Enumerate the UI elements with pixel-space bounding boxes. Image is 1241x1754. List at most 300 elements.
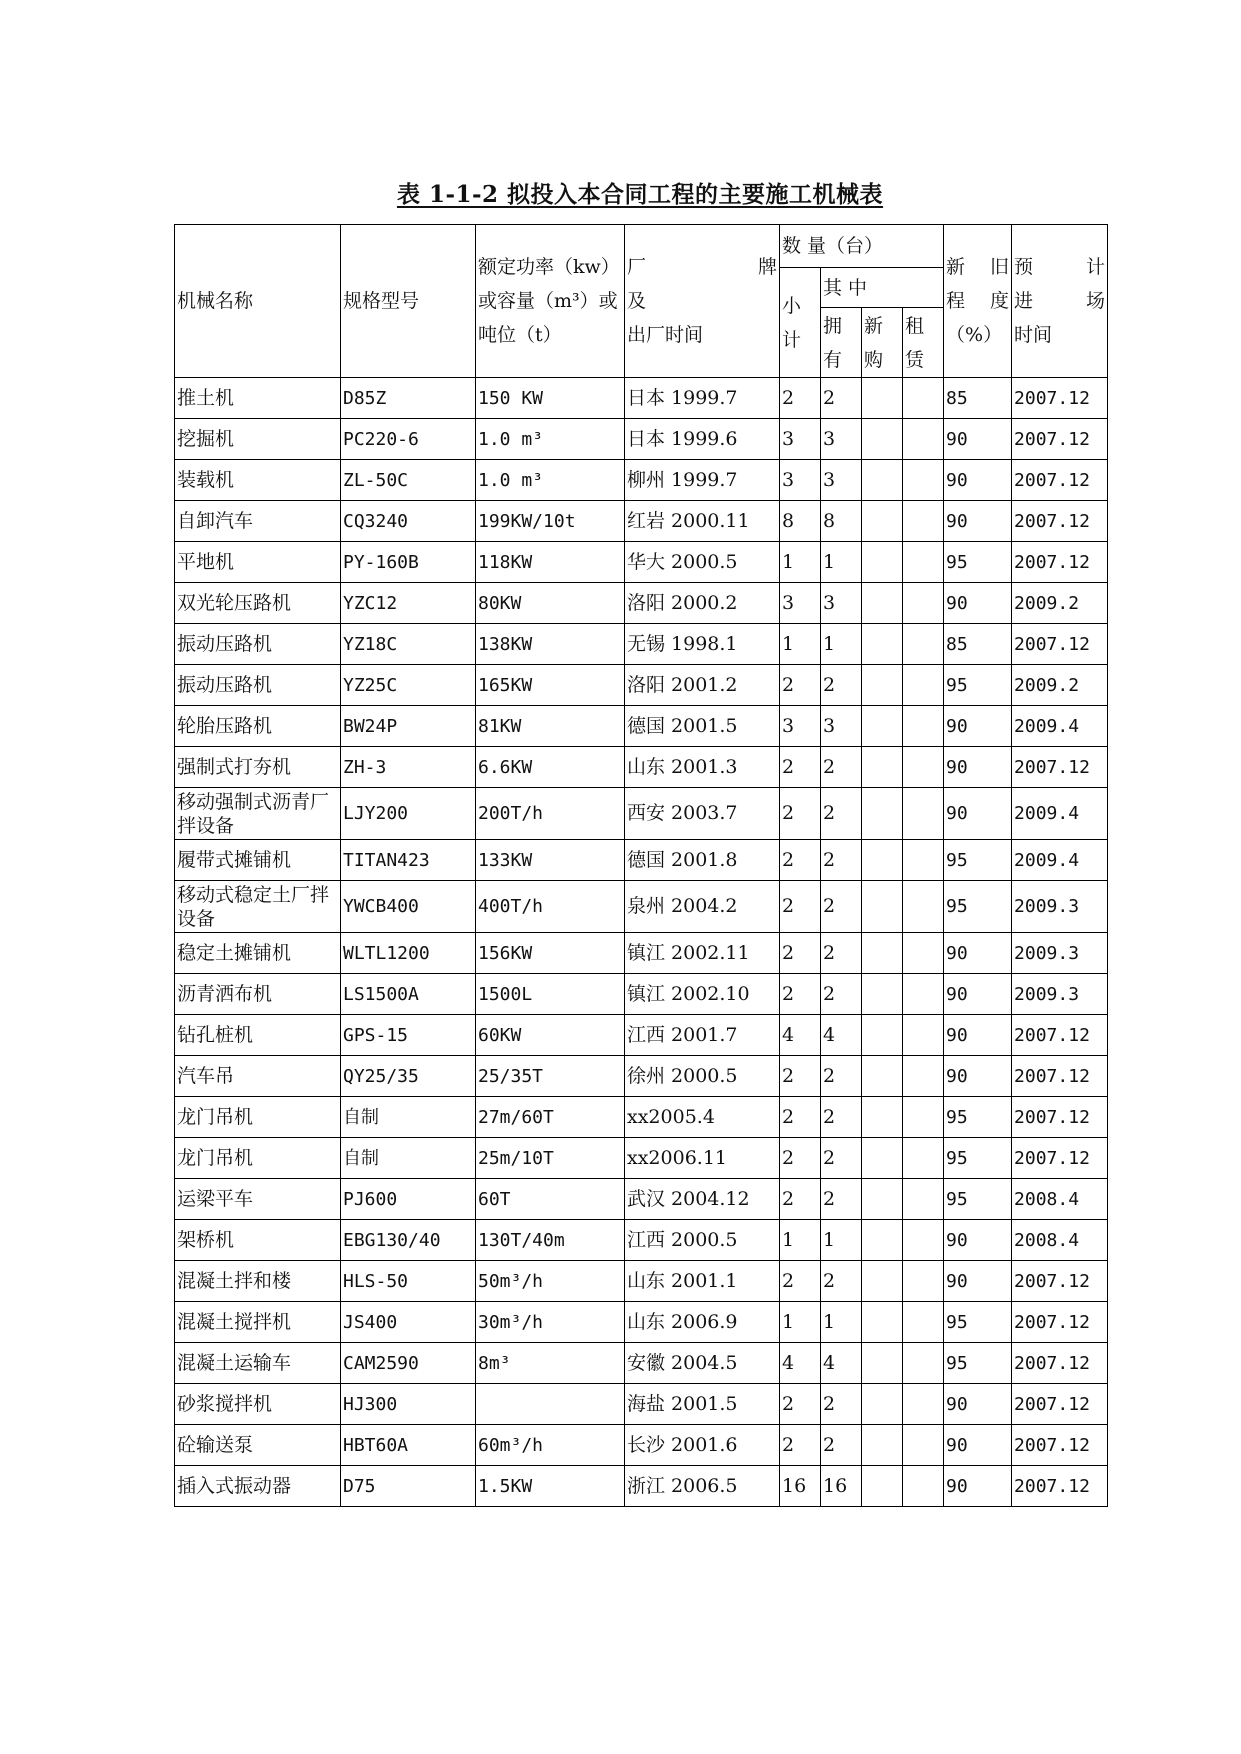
cell-power: 30m³/h: [476, 1302, 625, 1343]
cell-model: PY-160B: [341, 542, 476, 583]
cell-lease: [903, 933, 944, 974]
cell-entry: 2009.3: [1012, 974, 1108, 1015]
table-row: [175, 378, 1108, 419]
cell-lease: [903, 1220, 944, 1261]
cell-model: PJ600: [341, 1179, 476, 1220]
cell-name: 混凝土搅拌机: [175, 1302, 341, 1343]
cell-condition: 90: [944, 1220, 1012, 1261]
cell-power: 60KW: [476, 1015, 625, 1056]
cell-power: 199KW/10t: [476, 501, 625, 542]
cell-entry: 2009.2: [1012, 665, 1108, 706]
cell-factory: 德国 2001.8: [625, 840, 780, 881]
cell-model: LJY200: [341, 788, 476, 840]
cell-subtotal: 2: [780, 378, 821, 419]
cell-power: 50m³/h: [476, 1261, 625, 1302]
cell-model: EBG130/40: [341, 1220, 476, 1261]
cell-new: [862, 1261, 903, 1302]
cell-factory: 红岩 2000.11: [625, 501, 780, 542]
cell-power: 1.0 m³: [476, 460, 625, 501]
cell-name: 移动式稳定土厂拌设备: [175, 881, 341, 933]
cell-condition: 90: [944, 747, 1012, 788]
cell-new: [862, 1302, 903, 1343]
cell-factory: 西安 2003.7: [625, 788, 780, 840]
table-row: [175, 1425, 1108, 1466]
cell-subtotal: 2: [780, 840, 821, 881]
cell-lease: [903, 747, 944, 788]
cell-condition: 90: [944, 419, 1012, 460]
table-row: [175, 501, 1108, 542]
cell-name: 平地机: [175, 542, 341, 583]
cell-model: YZ18C: [341, 624, 476, 665]
cell-subtotal: 2: [780, 1138, 821, 1179]
cell-lease: [903, 1343, 944, 1384]
cell-name: 龙门吊机: [175, 1097, 341, 1138]
cell-lease: [903, 706, 944, 747]
header-factory: 厂 牌 及 出厂时间: [625, 225, 780, 378]
cell-power: 130T/40m: [476, 1220, 625, 1261]
cell-factory: 德国 2001.5: [625, 706, 780, 747]
cell-lease: [903, 1056, 944, 1097]
cell-factory: 山东 2001.3: [625, 747, 780, 788]
cell-name: 履带式摊铺机: [175, 840, 341, 881]
cell-power: 156KW: [476, 933, 625, 974]
cell-factory: 柳州 1999.7: [625, 460, 780, 501]
cell-lease: [903, 788, 944, 840]
cell-new: [862, 1466, 903, 1507]
cell-own: 16: [821, 1466, 862, 1507]
cell-entry: 2007.12: [1012, 419, 1108, 460]
cell-factory: 山东 2001.1: [625, 1261, 780, 1302]
table-row: [175, 460, 1108, 501]
table-row: [175, 1220, 1108, 1261]
cell-factory: xx2006.11: [625, 1138, 780, 1179]
cell-name: 龙门吊机: [175, 1138, 341, 1179]
cell-subtotal: 1: [780, 542, 821, 583]
cell-model: D85Z: [341, 378, 476, 419]
cell-lease: [903, 974, 944, 1015]
cell-lease: [903, 1015, 944, 1056]
cell-factory: 无锡 1998.1: [625, 624, 780, 665]
cell-lease: [903, 1384, 944, 1425]
cell-own: 4: [821, 1343, 862, 1384]
cell-power: 1.0 m³: [476, 419, 625, 460]
header-power: 额定功率（kw） 或容量（m³）或 吨位（t）: [476, 225, 625, 378]
cell-entry: 2009.4: [1012, 706, 1108, 747]
table-row: [175, 583, 1108, 624]
cell-factory: 海盐 2001.5: [625, 1384, 780, 1425]
cell-entry: 2007.12: [1012, 1056, 1108, 1097]
cell-new: [862, 1343, 903, 1384]
cell-condition: 90: [944, 583, 1012, 624]
table-row: [175, 624, 1108, 665]
cell-entry: 2007.12: [1012, 1384, 1108, 1425]
cell-subtotal: 2: [780, 881, 821, 933]
cell-lease: [903, 1261, 944, 1302]
cell-own: 3: [821, 460, 862, 501]
cell-model: YZ25C: [341, 665, 476, 706]
cell-model: WLTL1200: [341, 933, 476, 974]
cell-subtotal: 4: [780, 1343, 821, 1384]
cell-subtotal: 2: [780, 1425, 821, 1466]
cell-new: [862, 501, 903, 542]
cell-power: 25m/10T: [476, 1138, 625, 1179]
cell-new: [862, 460, 903, 501]
cell-new: [862, 706, 903, 747]
cell-subtotal: 2: [780, 1179, 821, 1220]
cell-own: 2: [821, 378, 862, 419]
cell-condition: 90: [944, 1056, 1012, 1097]
cell-lease: [903, 1097, 944, 1138]
cell-lease: [903, 624, 944, 665]
cell-lease: [903, 460, 944, 501]
header-subtotal: 小 计: [780, 268, 821, 378]
cell-power: 133KW: [476, 840, 625, 881]
header-quantity: 数 量（台）: [780, 225, 944, 268]
cell-name: 运梁平车: [175, 1179, 341, 1220]
cell-own: 1: [821, 542, 862, 583]
cell-subtotal: 2: [780, 933, 821, 974]
cell-name: 沥青洒布机: [175, 974, 341, 1015]
cell-new: [862, 1056, 903, 1097]
cell-condition: 95: [944, 665, 1012, 706]
cell-lease: [903, 665, 944, 706]
cell-power: 27m/60T: [476, 1097, 625, 1138]
cell-name: 振动压路机: [175, 624, 341, 665]
cell-factory: 长沙 2001.6: [625, 1425, 780, 1466]
machinery-table: [174, 224, 1108, 1507]
cell-own: 2: [821, 747, 862, 788]
cell-name: 稳定土摊铺机: [175, 933, 341, 974]
cell-model: YWCB400: [341, 881, 476, 933]
table-row: [175, 1343, 1108, 1384]
cell-model: 自制: [341, 1138, 476, 1179]
cell-factory: 日本 1999.7: [625, 378, 780, 419]
cell-model: LS1500A: [341, 974, 476, 1015]
cell-own: 2: [821, 1138, 862, 1179]
cell-own: 2: [821, 1097, 862, 1138]
cell-factory: 泉州 2004.2: [625, 881, 780, 933]
cell-lease: [903, 542, 944, 583]
cell-entry: 2007.12: [1012, 378, 1108, 419]
cell-power: 118KW: [476, 542, 625, 583]
cell-lease: [903, 1138, 944, 1179]
cell-name: 插入式振动器: [175, 1466, 341, 1507]
cell-subtotal: 3: [780, 419, 821, 460]
cell-name: 轮胎压路机: [175, 706, 341, 747]
cell-lease: [903, 501, 944, 542]
cell-power: 8m³: [476, 1343, 625, 1384]
cell-lease: [903, 1425, 944, 1466]
cell-entry: 2007.12: [1012, 1015, 1108, 1056]
cell-new: [862, 665, 903, 706]
cell-subtotal: 2: [780, 1056, 821, 1097]
cell-subtotal: 8: [780, 501, 821, 542]
cell-factory: 江西 2001.7: [625, 1015, 780, 1056]
cell-own: 8: [821, 501, 862, 542]
cell-model: QY25/35: [341, 1056, 476, 1097]
cell-condition: 95: [944, 1097, 1012, 1138]
cell-subtotal: 4: [780, 1015, 821, 1056]
cell-factory: 华大 2000.5: [625, 542, 780, 583]
table-row: [175, 1466, 1108, 1507]
table-row: [175, 665, 1108, 706]
cell-entry: 2007.12: [1012, 1261, 1108, 1302]
cell-factory: 洛阳 2001.2: [625, 665, 780, 706]
cell-condition: 90: [944, 788, 1012, 840]
cell-entry: 2009.2: [1012, 583, 1108, 624]
cell-name: 推土机: [175, 378, 341, 419]
cell-power: 25/35T: [476, 1056, 625, 1097]
cell-model: HLS-50: [341, 1261, 476, 1302]
cell-new: [862, 788, 903, 840]
cell-own: 3: [821, 706, 862, 747]
cell-entry: 2007.12: [1012, 460, 1108, 501]
cell-new: [862, 974, 903, 1015]
table-row: [175, 788, 1108, 840]
cell-subtotal: 1: [780, 1302, 821, 1343]
cell-own: 2: [821, 1384, 862, 1425]
cell-entry: 2009.3: [1012, 881, 1108, 933]
cell-new: [862, 1179, 903, 1220]
table-row: [175, 706, 1108, 747]
table-row: [175, 1097, 1108, 1138]
cell-factory: xx2005.4: [625, 1097, 780, 1138]
cell-subtotal: 2: [780, 1097, 821, 1138]
cell-own: 2: [821, 1179, 862, 1220]
cell-power: 200T/h: [476, 788, 625, 840]
cell-power: 1.5KW: [476, 1466, 625, 1507]
cell-condition: 95: [944, 840, 1012, 881]
cell-power: 138KW: [476, 624, 625, 665]
cell-new: [862, 1097, 903, 1138]
cell-new: [862, 378, 903, 419]
cell-subtotal: 3: [780, 583, 821, 624]
table-row: [175, 974, 1108, 1015]
cell-own: 2: [821, 1056, 862, 1097]
cell-factory: 徐州 2000.5: [625, 1056, 780, 1097]
cell-name: 装载机: [175, 460, 341, 501]
cell-lease: [903, 378, 944, 419]
cell-own: 2: [821, 665, 862, 706]
table-row: [175, 1179, 1108, 1220]
cell-new: [862, 624, 903, 665]
cell-lease: [903, 419, 944, 460]
cell-subtotal: 16: [780, 1466, 821, 1507]
cell-factory: 日本 1999.6: [625, 419, 780, 460]
cell-factory: 安徽 2004.5: [625, 1343, 780, 1384]
cell-power: [476, 1384, 625, 1425]
cell-factory: 山东 2006.9: [625, 1302, 780, 1343]
cell-condition: 90: [944, 501, 1012, 542]
cell-name: 砼输送泵: [175, 1425, 341, 1466]
cell-lease: [903, 840, 944, 881]
cell-new: [862, 933, 903, 974]
cell-model: JS400: [341, 1302, 476, 1343]
cell-model: HBT60A: [341, 1425, 476, 1466]
table-row: [175, 840, 1108, 881]
cell-condition: 90: [944, 1384, 1012, 1425]
cell-entry: 2007.12: [1012, 1425, 1108, 1466]
cell-lease: [903, 1302, 944, 1343]
cell-new: [862, 881, 903, 933]
cell-entry: 2007.12: [1012, 624, 1108, 665]
cell-name: 移动强制式沥青厂拌设备: [175, 788, 341, 840]
cell-entry: 2009.3: [1012, 933, 1108, 974]
cell-condition: 90: [944, 1015, 1012, 1056]
table-row: [175, 933, 1108, 974]
cell-name: 振动压路机: [175, 665, 341, 706]
cell-name: 强制式打夯机: [175, 747, 341, 788]
header-own: 拥 有: [821, 308, 862, 378]
table-header: [175, 225, 1108, 378]
cell-factory: 江西 2000.5: [625, 1220, 780, 1261]
table-row: [175, 1056, 1108, 1097]
cell-subtotal: 2: [780, 1384, 821, 1425]
cell-name: 砂浆搅拌机: [175, 1384, 341, 1425]
cell-subtotal: 2: [780, 974, 821, 1015]
cell-entry: 2007.12: [1012, 501, 1108, 542]
cell-new: [862, 1384, 903, 1425]
cell-entry: 2007.12: [1012, 1343, 1108, 1384]
cell-own: 3: [821, 419, 862, 460]
cell-own: 1: [821, 1220, 862, 1261]
cell-power: 6.6KW: [476, 747, 625, 788]
cell-name: 混凝土运输车: [175, 1343, 341, 1384]
table-title: 表 1-1-2 拟投入本合同工程的主要施工机械表: [396, 181, 884, 208]
cell-subtotal: 2: [780, 747, 821, 788]
cell-own: 2: [821, 881, 862, 933]
cell-model: PC220-6: [341, 419, 476, 460]
cell-new: [862, 1425, 903, 1466]
cell-own: 2: [821, 840, 862, 881]
table-row: [175, 1302, 1108, 1343]
cell-name: 双光轮压路机: [175, 583, 341, 624]
cell-power: 80KW: [476, 583, 625, 624]
cell-new: [862, 1220, 903, 1261]
header-model: 规格型号: [341, 225, 476, 378]
header-lease: 租 赁: [903, 308, 944, 378]
cell-condition: 95: [944, 881, 1012, 933]
cell-own: 2: [821, 933, 862, 974]
cell-entry: 2008.4: [1012, 1220, 1108, 1261]
cell-condition: 85: [944, 378, 1012, 419]
cell-power: 150 KW: [476, 378, 625, 419]
cell-power: 60m³/h: [476, 1425, 625, 1466]
cell-name: 汽车吊: [175, 1056, 341, 1097]
cell-own: 2: [821, 1425, 862, 1466]
cell-entry: 2007.12: [1012, 1138, 1108, 1179]
cell-condition: 90: [944, 706, 1012, 747]
cell-factory: 洛阳 2000.2: [625, 583, 780, 624]
cell-entry: 2008.4: [1012, 1179, 1108, 1220]
cell-subtotal: 1: [780, 624, 821, 665]
cell-model: ZL-50C: [341, 460, 476, 501]
cell-factory: 镇江 2002.10: [625, 974, 780, 1015]
cell-name: 挖掘机: [175, 419, 341, 460]
cell-condition: 90: [944, 933, 1012, 974]
header-entry-time: 预 计 进 场 时间: [1012, 225, 1108, 378]
cell-condition: 90: [944, 1425, 1012, 1466]
cell-model: CQ3240: [341, 501, 476, 542]
cell-model: D75: [341, 1466, 476, 1507]
cell-subtotal: 1: [780, 1220, 821, 1261]
cell-lease: [903, 583, 944, 624]
cell-model: CAM2590: [341, 1343, 476, 1384]
cell-entry: 2007.12: [1012, 1097, 1108, 1138]
cell-new: [862, 840, 903, 881]
cell-entry: 2007.12: [1012, 1302, 1108, 1343]
cell-model: HJ300: [341, 1384, 476, 1425]
table-row: [175, 1261, 1108, 1302]
cell-new: [862, 1015, 903, 1056]
cell-subtotal: 3: [780, 706, 821, 747]
table-row: [175, 881, 1108, 933]
cell-condition: 95: [944, 1179, 1012, 1220]
cell-name: 自卸汽车: [175, 501, 341, 542]
cell-subtotal: 3: [780, 460, 821, 501]
cell-power: 1500L: [476, 974, 625, 1015]
cell-own: 1: [821, 624, 862, 665]
cell-entry: 2007.12: [1012, 747, 1108, 788]
table-row: [175, 1384, 1108, 1425]
cell-entry: 2007.12: [1012, 542, 1108, 583]
cell-name: 钻孔桩机: [175, 1015, 341, 1056]
cell-condition: 85: [944, 624, 1012, 665]
cell-own: 2: [821, 1261, 862, 1302]
cell-new: [862, 583, 903, 624]
header-name: 机械名称: [175, 225, 341, 378]
table-row: [175, 542, 1108, 583]
cell-lease: [903, 881, 944, 933]
cell-lease: [903, 1466, 944, 1507]
cell-factory: 武汉 2004.12: [625, 1179, 780, 1220]
cell-subtotal: 2: [780, 788, 821, 840]
cell-name: 架桥机: [175, 1220, 341, 1261]
cell-condition: 95: [944, 1302, 1012, 1343]
cell-model: TITAN423: [341, 840, 476, 881]
cell-power: 165KW: [476, 665, 625, 706]
table-row: [175, 1138, 1108, 1179]
cell-entry: 2009.4: [1012, 788, 1108, 840]
cell-name: 混凝土拌和楼: [175, 1261, 341, 1302]
cell-new: [862, 747, 903, 788]
cell-model: ZH-3: [341, 747, 476, 788]
cell-condition: 90: [944, 974, 1012, 1015]
header-among: 其 中: [821, 268, 944, 308]
header-new: 新 购: [862, 308, 903, 378]
table-row: [175, 1015, 1108, 1056]
cell-power: 81KW: [476, 706, 625, 747]
table-body: [175, 378, 1108, 1507]
cell-own: 1: [821, 1302, 862, 1343]
cell-condition: 90: [944, 1261, 1012, 1302]
cell-own: 2: [821, 788, 862, 840]
cell-condition: 95: [944, 542, 1012, 583]
cell-power: 400T/h: [476, 881, 625, 933]
cell-own: 2: [821, 974, 862, 1015]
cell-own: 3: [821, 583, 862, 624]
cell-condition: 90: [944, 1466, 1012, 1507]
cell-condition: 95: [944, 1343, 1012, 1384]
cell-model: BW24P: [341, 706, 476, 747]
cell-subtotal: 2: [780, 1261, 821, 1302]
cell-factory: 浙江 2006.5: [625, 1466, 780, 1507]
cell-own: 4: [821, 1015, 862, 1056]
cell-new: [862, 419, 903, 460]
cell-entry: 2009.4: [1012, 840, 1108, 881]
cell-subtotal: 2: [780, 665, 821, 706]
cell-condition: 90: [944, 460, 1012, 501]
